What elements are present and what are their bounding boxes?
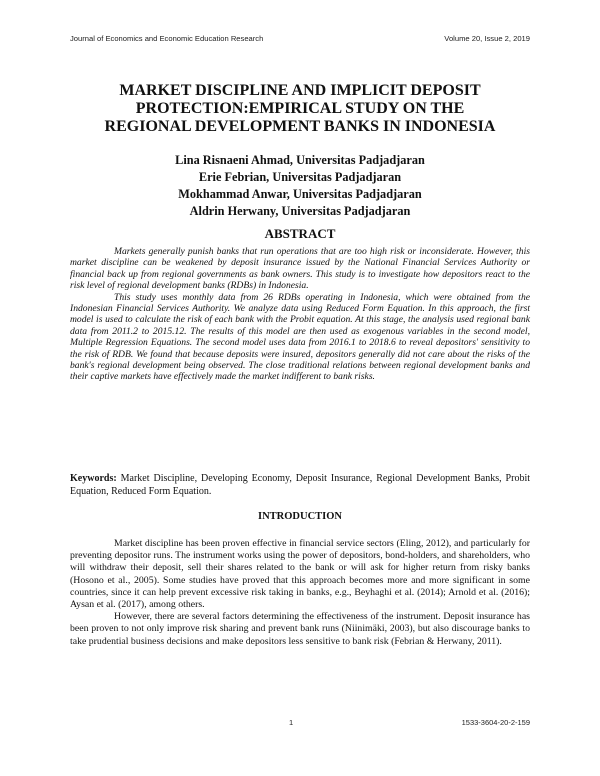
abstract-paragraph: Markets generally punish banks that run operations that are too high risk or inconsiderate. However, this market discipline can be weakened by deposit insurance issued by the National Financial Services Authority or financial back up from regional governments as bank owners. This study is to investigate how depositors react to the risk level of regional development banks (RDBs) in Indonesia. bbox=[70, 246, 530, 292]
volume-issue: Volume 20, Issue 2, 2019 bbox=[444, 34, 530, 43]
issn-code: 1533-3604-20-2-159 bbox=[461, 718, 530, 727]
author-list bbox=[70, 152, 530, 220]
title-line: MARKET DISCIPLINE AND IMPLICIT DEPOSIT bbox=[119, 82, 481, 99]
author-line: Erie Febrian, Universitas Padjadjaran bbox=[198, 170, 402, 184]
body-paragraph: Market discipline has been proven effective in financial service sectors (Eling, 2012), and particularly for preventing depositor runs. The instrument works using the power of depositors, bond-holders, and shareholders, who will withdraw their deposit, sell their shares related to the bank or will ask for higher return from risky banks (Hosono et al., 2005). Some studies have proved that this approach becomes more and more significant in some countries, since it can help prevent excessive risk taking in banks, e.g., Beyhaghi et al. (2014); Arnold et al. (2016); Aysan et al. (2017), among others. bbox=[70, 538, 530, 611]
abstract-heading: ABSTRACT bbox=[264, 226, 336, 241]
keywords-text: Market Discipline, Developing Economy, Deposit Insurance, Regional Development Banks, Probit Equation, Reduced Form Equation. bbox=[70, 473, 530, 497]
abstract-body bbox=[70, 246, 530, 383]
introduction-heading: INTRODUCTION bbox=[257, 511, 342, 522]
author-line: Lina Risnaeni Ahmad, Universitas Padjadjaran bbox=[175, 153, 425, 167]
introduction-body bbox=[70, 538, 530, 648]
author-line: Aldrin Herwany, Universitas Padjadjaran bbox=[189, 204, 411, 218]
journal-name: Journal of Economics and Economic Education Research bbox=[70, 34, 264, 43]
paper-title bbox=[70, 82, 530, 136]
keywords-label: Keywords: bbox=[70, 473, 117, 484]
title-line: PROTECTION:EMPIRICAL STUDY ON THE bbox=[135, 100, 465, 117]
body-paragraph: However, there are several factors determining the effectiveness of the instrument. Deposit insurance has been proven to not only improve risk sharing and prevent bank runs (Niinimäki, 2003), but also discourage banks to take prudential business decisions and make depositors less sensitive to bank risk (Febrian & Herwany, 2011). bbox=[70, 611, 530, 647]
abstract-paragraph: This study uses monthly data from 26 RDBs operating in Indonesia, which were obtained from the Indonesian Financial Services Authority. We analyze data using Reduced Form Equation. In this approach, the first model is used to calculate the risk of each bank with the Probit equation. At this stage, the analysis used regional bank data from 2011.2 to 2015.12. The results of this model are then used as exogenous variables in the second model, Multiple Regression Equations. The second model uses data from 2016.1 to 2018.6 to reveal depositors' sensitivity to the risk of RDB. We found that because deposits were insured, depositors generally did not care about the risks of the bank's regional development being observed. The close traditional relations between regional development banks and their captive markets have effectively made the market indifferent to bank risks. bbox=[70, 291, 530, 383]
author-line: Mokhammad Anwar, Universitas Padjadjaran bbox=[178, 187, 422, 201]
keywords-block bbox=[70, 472, 530, 498]
page-number: 1 bbox=[289, 718, 294, 727]
title-line: REGIONAL DEVELOPMENT BANKS IN INDONESIA bbox=[104, 118, 496, 135]
